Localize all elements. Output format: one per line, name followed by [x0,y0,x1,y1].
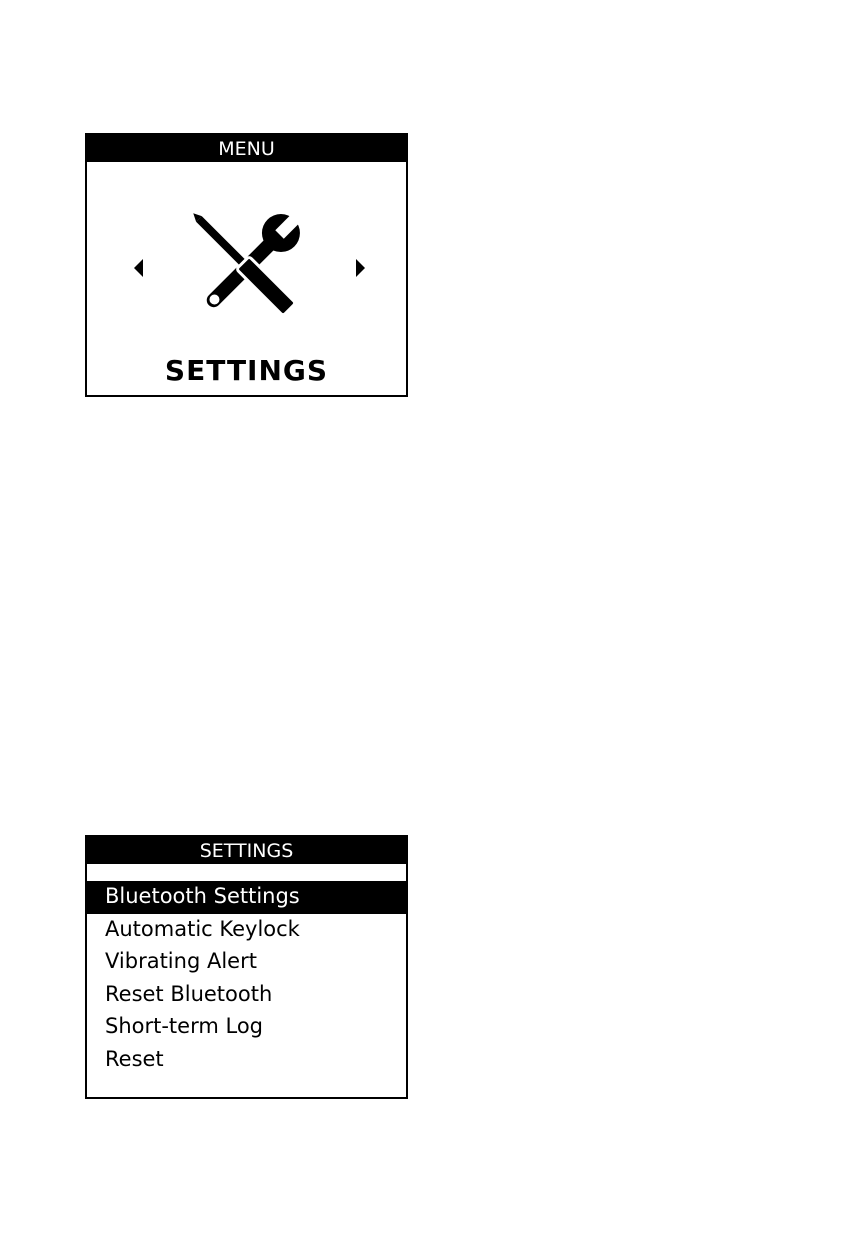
settings-item[interactable]: Short-term Log [105,1014,263,1038]
settings-item[interactable]: Reset [105,1046,164,1071]
settings-item[interactable]: Bluetooth Settings [87,881,406,914]
settings-title-bar: SETTINGS [87,837,406,864]
settings-item[interactable]: Vibrating Alert [105,949,257,973]
settings-item[interactable]: Automatic Keylock [105,916,300,941]
settings-list [87,881,406,1076]
menu-item-label[interactable]: SETTINGS [164,354,329,387]
menu-screen [85,133,408,397]
settings-item[interactable]: Reset Bluetooth [105,981,273,1006]
arrow-right-icon[interactable] [356,259,365,277]
tools-icon [185,205,309,329]
settings-screen [85,835,408,1099]
menu-title-bar: MENU [87,135,406,162]
arrow-left-icon[interactable] [134,259,143,277]
